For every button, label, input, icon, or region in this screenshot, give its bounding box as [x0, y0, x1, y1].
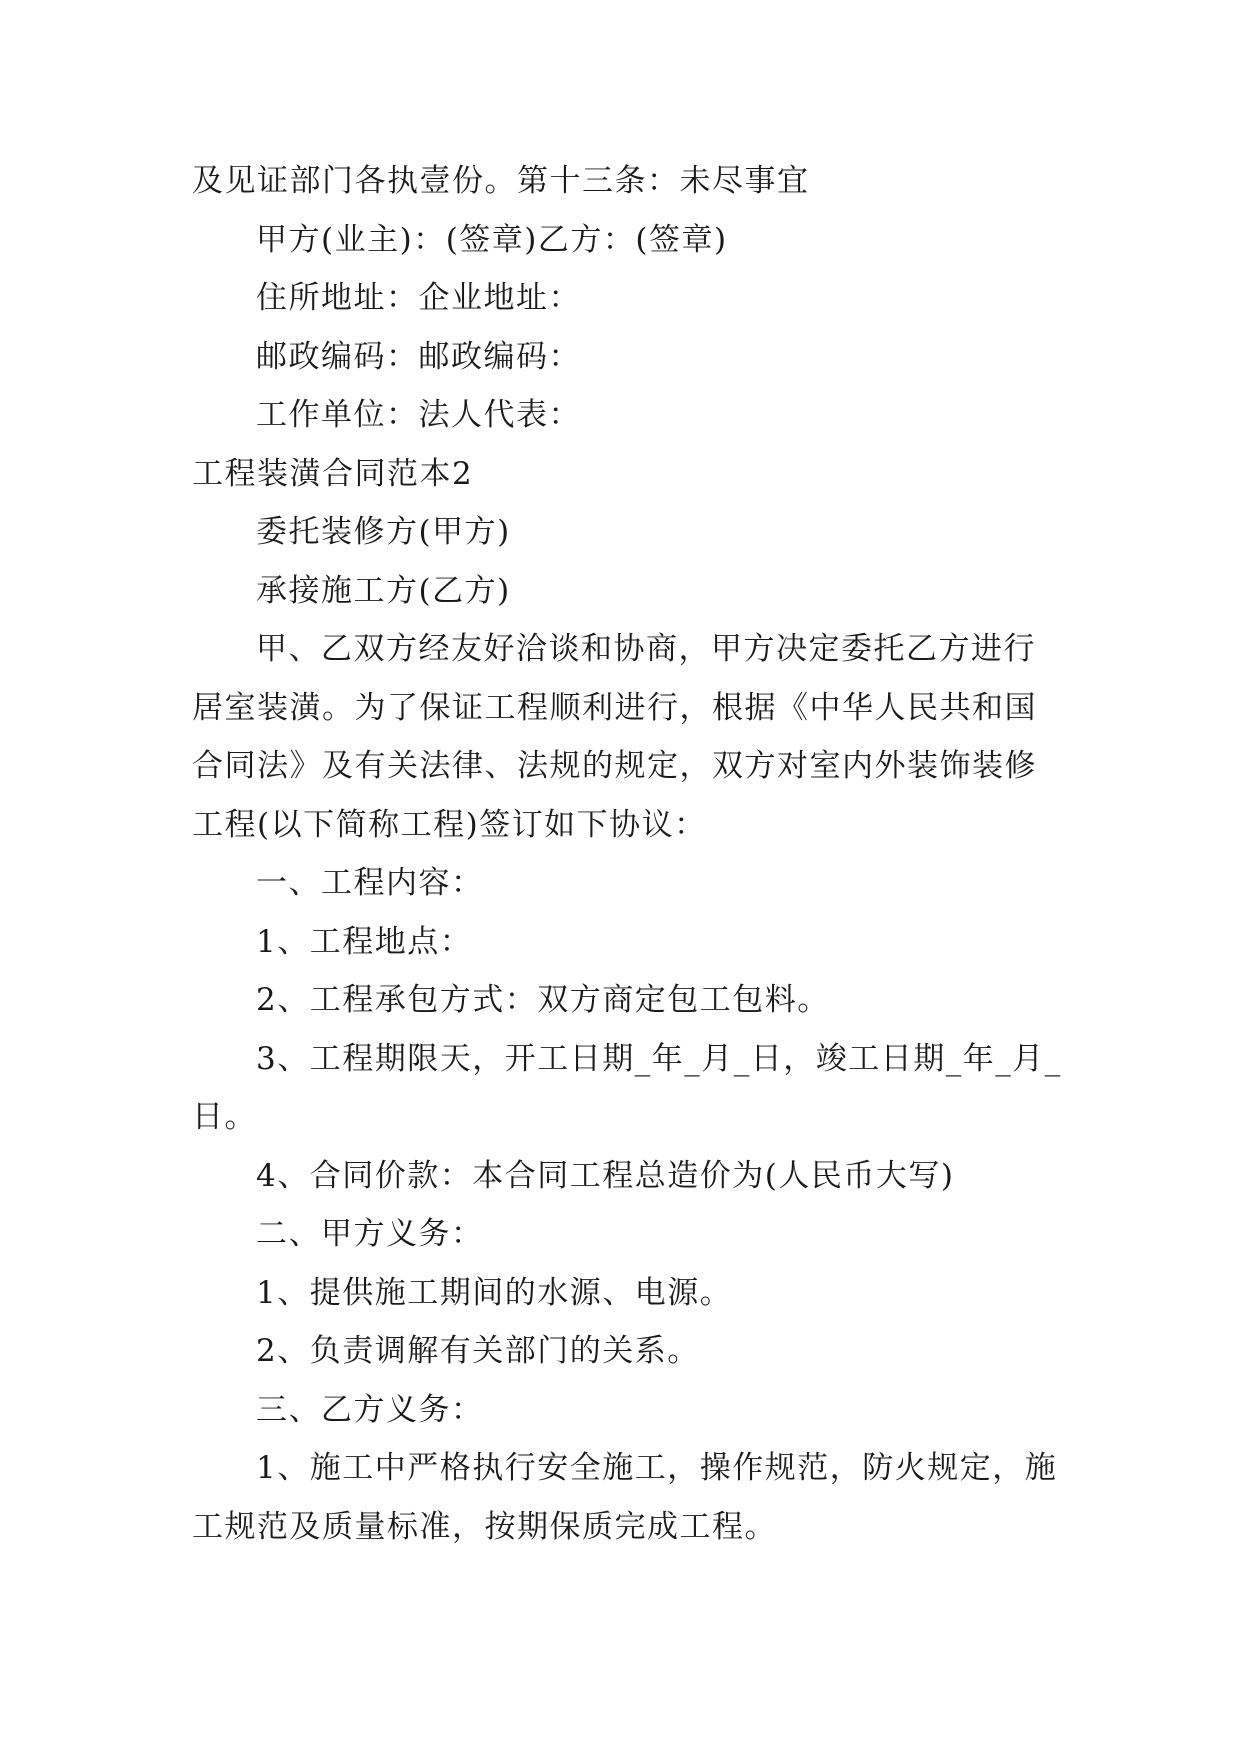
paragraph-witness-copies: 及见证部门各执壹份。第十三条：未尽事宜 — [192, 163, 810, 199]
item-contract-method: 2、工程承包方式：双方商定包工包料。 — [256, 982, 830, 1018]
paragraph-party-b: 承接施工方(乙方) — [256, 572, 511, 609]
item-project-period: 3、工程期限天，开工日期_年_月_日，竣工日期_年_月_日。 — [192, 1040, 1062, 1135]
paragraph-address: 住所地址：企业地址： — [256, 280, 581, 316]
item-project-location: 1、工程地点： — [256, 923, 473, 960]
heading-party-a-obligations: 二、甲方义务： — [256, 1216, 484, 1252]
paragraph-party-a: 委托装修方(甲方) — [256, 514, 511, 550]
document-body — [192, 152, 1062, 1556]
paragraph-signature-parties: 甲方(业主)：(签章)乙方：(签章) — [256, 221, 728, 258]
paragraph-preamble: 甲、乙双方经友好洽谈和协商，甲方决定委托乙方进行居室装潢。为了保证工程顺利进行，根据《中华人民共和国合同法》及有关法律、法规的规定，双方对室内外装饰装修工程(以下简称工程)签订如下协议： — [192, 631, 1037, 843]
section-heading-contract-2: 工程装潢合同范本2 — [192, 455, 474, 492]
item-mediate-relations: 2、负责调解有关部门的关系。 — [256, 1333, 700, 1369]
item-safety-construction: 1、施工中严格执行安全施工，操作规范，防火规定，施工规范及质量标准，按期保质完成工程。 — [192, 1450, 1058, 1545]
heading-party-b-obligations: 三、乙方义务： — [256, 1391, 484, 1428]
heading-project-content: 一、工程内容： — [256, 865, 484, 901]
item-contract-price: 4、合同价款：本合同工程总造价为(人民币大写) — [256, 1157, 955, 1194]
paragraph-postal-code: 邮政编码：邮政编码： — [256, 338, 581, 375]
paragraph-work-unit: 工作单位：法人代表： — [256, 397, 581, 433]
item-water-power: 1、提供施工期间的水源、电源。 — [256, 1274, 733, 1311]
